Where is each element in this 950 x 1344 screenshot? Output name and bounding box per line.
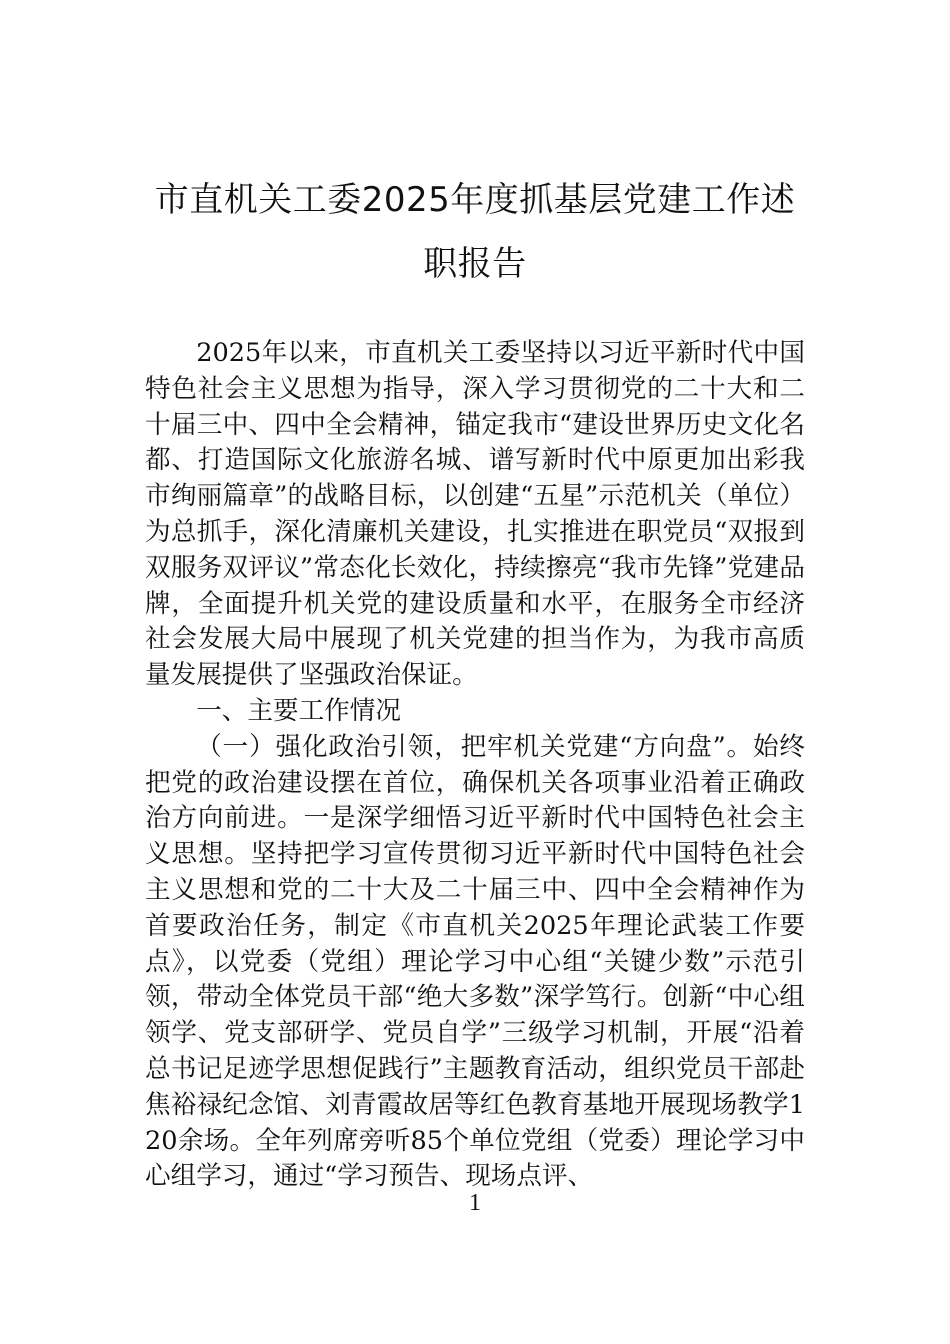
document-body	[145, 336, 805, 1195]
intro-paragraph: 2025年以来，市直机关工委坚持以习近平新时代中国特色社会主义思想为指导，深入学习贯彻党的二十大和二十届三中、四中全会精神，锚定我市“建设世界历史文化名都、打造国际文化旅游名城、谱写新时代中原更加出彩我市绚丽篇章”的战略目标，以创建“五星”示范机关（单位）为总抓手，深化清廉机关建设，扎实推进在职党员“双报到双服务双评议”常态化长效化，持续擦亮“我市先锋”党建品牌，全面提升机关党的建设质量和水平，在服务全市经济社会发展大局中展现了机关党建的担当作为，为我市高质量发展提供了坚强政治保证。	[145, 338, 805, 691]
subsection-paragraph: （一）强化政治引领，把牢机关党建“方向盘”。始终把党的政治建设摆在首位，确保机关各项事业沿着正确政治方向前进。一是深学细悟习近平新时代中国特色社会主义思想。坚持把学习宣传贯彻习近平新时代中国特色社会主义思想和党的二十大及二十届三中、四中全会精神作为首要政治任务，制定《市直机关2025年理论武装工作要点》，以党委（党组）理论学习中心组“关键少数”示范引领，带动全体党员干部“绝大多数”深学笃行。创新“中心组领学、党支部研学、党员自学”三级学习机制，开展“沿着总书记足迹学思想促践行”主题教育活动，组织党员干部赴焦裕禄纪念馆、刘青霞故居等红色教育基地开展现场教学120余场。全年列席旁听85个单位党组（党委）理论学习中心组学习，通过“学习预告、现场点评、	[145, 731, 805, 1192]
title-line-2: 职报告	[423, 244, 527, 284]
title-line-1: 市直机关工委2025年度抓基层党建工作述	[154, 180, 796, 220]
document-title	[140, 168, 810, 296]
section-heading: 一、主要工作情况	[196, 695, 401, 726]
page-number: 1	[469, 1190, 481, 1216]
